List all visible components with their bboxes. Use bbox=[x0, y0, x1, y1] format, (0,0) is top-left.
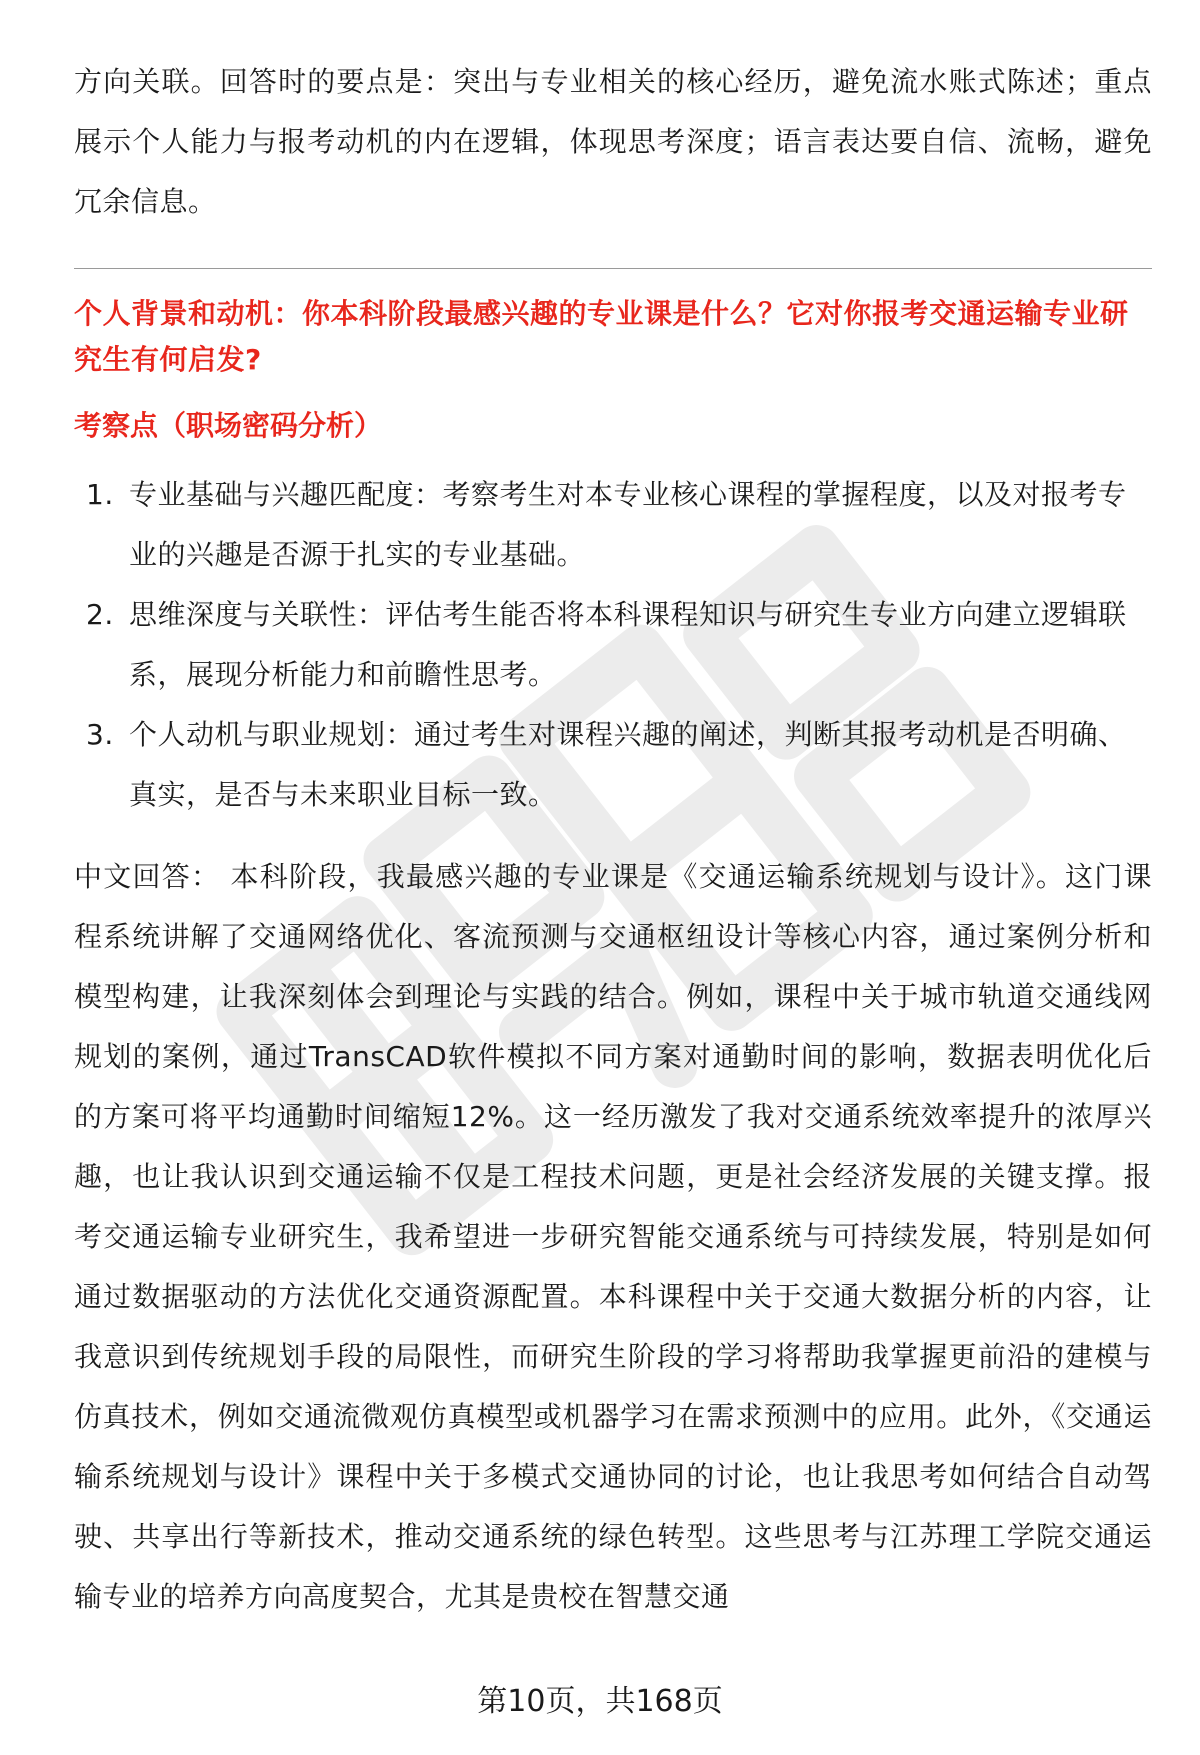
list-item-text: 专业基础与兴趣匹配度：考察考生对本专业核心课程的掌握程度，以及对报考专业的兴趣是否源于扎实的专业基础。 bbox=[129, 478, 1127, 571]
answer-paragraph: 中文回答： 本科阶段，我最感兴趣的专业课是《交通运输系统规划与设计》。这门课程系统讲解了交通网络优化、客流预测与交通枢纽设计等核心内容，通过案例分析和模型构建，让我深刻体会到理论与实践的结合。例如，课程中关于城市轨道交通线网规划的案例，通过TransCAD软件模拟不同方案对通勤时间的影响，数据表明优化后的方案可将平均通勤时间缩短12%。这一经历激发了我对交通系统效率提升的浓厚兴趣，也让我认识到交通运输不仅是工程技术问题，更是社会经济发展的关键支撑。报考交通运输专业研究生，我希望进一步研究智能交通系统与可持续发展，特别是如何通过数据驱动的方法优化交通资源配置。本科课程中关于交通大数据分析的内容，让我意识到传统规划手段的局限性，而研究生阶段的学习将帮助我掌握更前沿的建模与仿真技术，例如交通流微观仿真模型或机器学习在需求预测中的应用。此外，《交通运输系统规划与设计》课程中关于多模式交通协同的讨论，也让我思考如何结合自动驾驶、共享出行等新技术，推动交通系统的绿色转型。这些思考与江苏理工学院交通运输专业的培养方向高度契合，尤其是贵校在智慧交通 bbox=[74, 860, 1152, 1613]
list-item bbox=[74, 705, 1152, 825]
main-content bbox=[74, 52, 1152, 1627]
list-item-text: 思维深度与关联性：评估考生能否将本科课程知识与研究生专业方向建立逻辑联系，展现分析能力和前瞻性思考。 bbox=[129, 598, 1127, 691]
list-item-number: 1. bbox=[86, 478, 114, 511]
list-item bbox=[74, 465, 1152, 585]
assessment-points-heading: 考察点（职场密码分析） bbox=[74, 409, 383, 442]
list-item-text: 个人动机与职业规划：通过考生对课程兴趣的阐述，判断其报考动机是否明确、真实，是否与未来职业目标一致。 bbox=[129, 718, 1127, 811]
question-heading: 个人背景和动机：你本科阶段最感兴趣的专业课是什么？它对你报考交通运输专业研究生有何启发? bbox=[74, 297, 1129, 376]
assessment-points-list bbox=[74, 465, 1152, 825]
section-divider bbox=[74, 268, 1152, 269]
page-number-footer: 第10页，共168页 bbox=[477, 1684, 723, 1719]
list-item-number: 3. bbox=[86, 718, 114, 751]
intro-paragraph: 方向关联。回答时的要点是：突出与专业相关的核心经历，避免流水账式陈述；重点展示个人能力与报考动机的内在逻辑，体现思考深度；语言表达要自信、流畅，避免冗余信息。 bbox=[74, 65, 1152, 218]
list-item bbox=[74, 585, 1152, 705]
list-item-number: 2. bbox=[86, 598, 114, 631]
